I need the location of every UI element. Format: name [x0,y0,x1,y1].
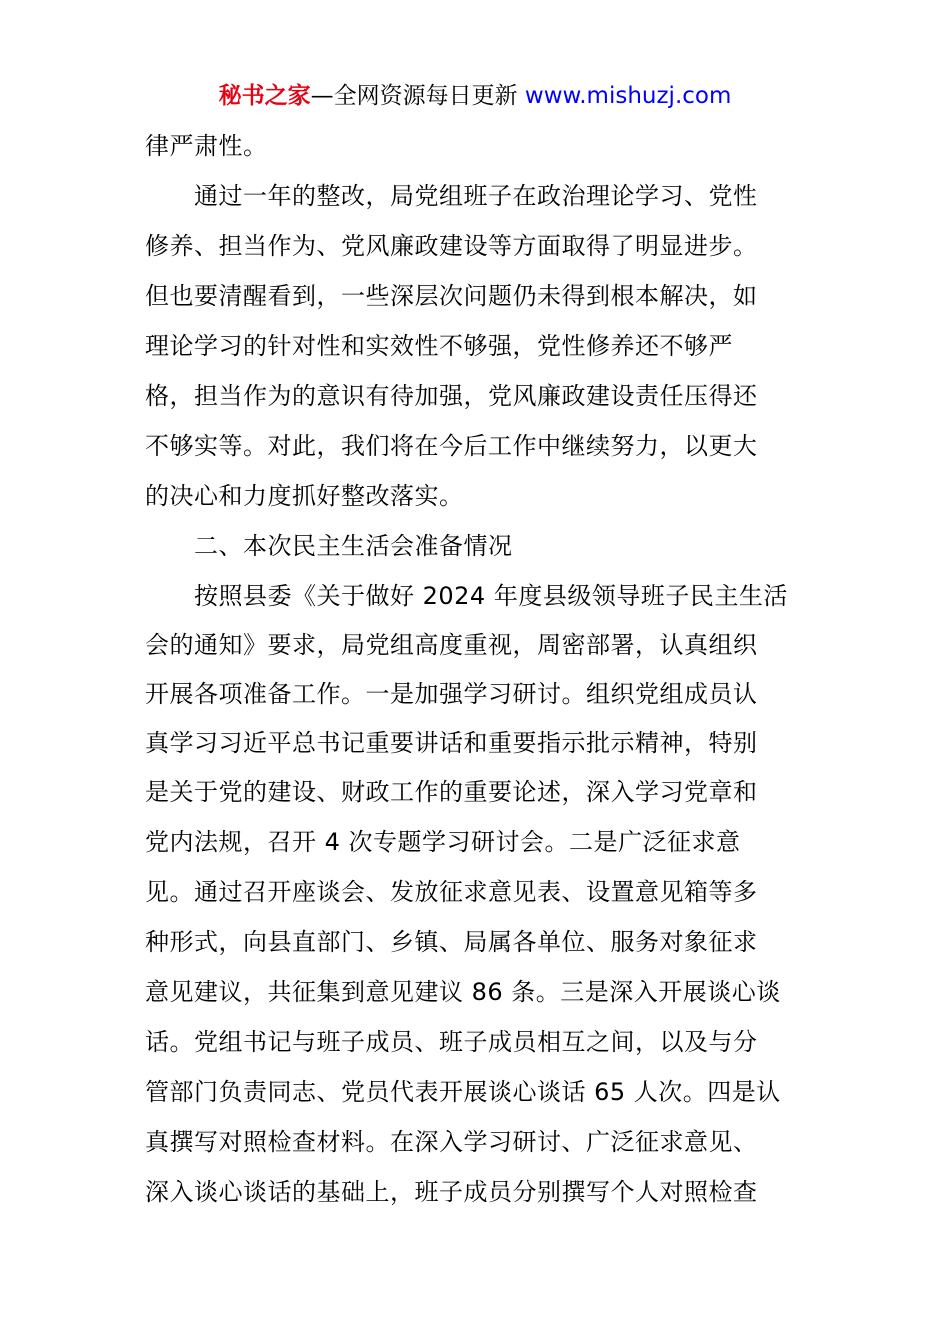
text-line: 管部门负责同志、党员代表开展谈心谈话 65 人次。四是认 [145,1078,781,1106]
text-line: 意见建议，共征集到意见建议 86 条。三是深入开展谈心谈 [145,978,781,1006]
text-line: 党内法规，召开 4 次专题学习研讨会。二是广泛征求意 [145,828,741,856]
text-line: 种形式，向县直部门、乡镇、局属各单位、服务对象征求 [145,928,758,956]
header-dash: — [310,83,334,109]
section-heading: 二、本次民主生活会准备情况 [145,532,513,560]
text-line: 会的通知》要求，局党组高度重视，周密部署，认真组织 [145,631,758,659]
text-line: 开展各项准备工作。一是加强学习研讨。组织党组成员认 [145,680,758,708]
site-slogan: 全网资源每日更新 [333,83,518,109]
text-line: 律严肃性。 [145,132,268,160]
text-line: 话。党组书记与班子成员、班子成员相互之间，以及与分 [145,1028,758,1056]
text-line: 修养、担当作为、党风廉政建设等方面取得了明显进步。 [145,232,758,260]
site-brand: 秘书之家 [218,83,311,109]
text-line: 真学习习近平总书记重要讲话和重要指示批示精神，特别 [145,729,758,757]
text-line: 不够实等。对此，我们将在今后工作中继续努力，以更大 [145,432,758,460]
site-header [0,80,950,112]
text-line: 按照县委《关于做好 2024 年度县级领导班子民主生活 [145,582,788,610]
site-url-link[interactable]: www.mishuzj.com [524,83,732,109]
text-line: 真撰写对照检查材料。在深入学习研讨、广泛征求意见、 [145,1128,758,1156]
text-line: 通过一年的整改，局党组班子在政治理论学习、党性 [145,182,758,210]
text-line: 但也要清醒看到，一些深层次问题仍未得到根本解决，如 [145,282,758,310]
text-line: 的决心和力度抓好整改落实。 [145,482,464,510]
text-line: 格，担当作为的意识有待加强，党风廉政建设责任压得还 [145,382,758,410]
text-line: 理论学习的针对性和实效性不够强，党性修养还不够严 [145,332,733,360]
text-line: 深入谈心谈话的基础上，班子成员分别撰写个人对照检查 [145,1178,758,1206]
text-line: 见。通过召开座谈会、发放征求意见表、设置意见箱等多 [145,878,758,906]
text-line: 是关于党的建设、财政工作的重要论述，深入学习党章和 [145,778,758,806]
